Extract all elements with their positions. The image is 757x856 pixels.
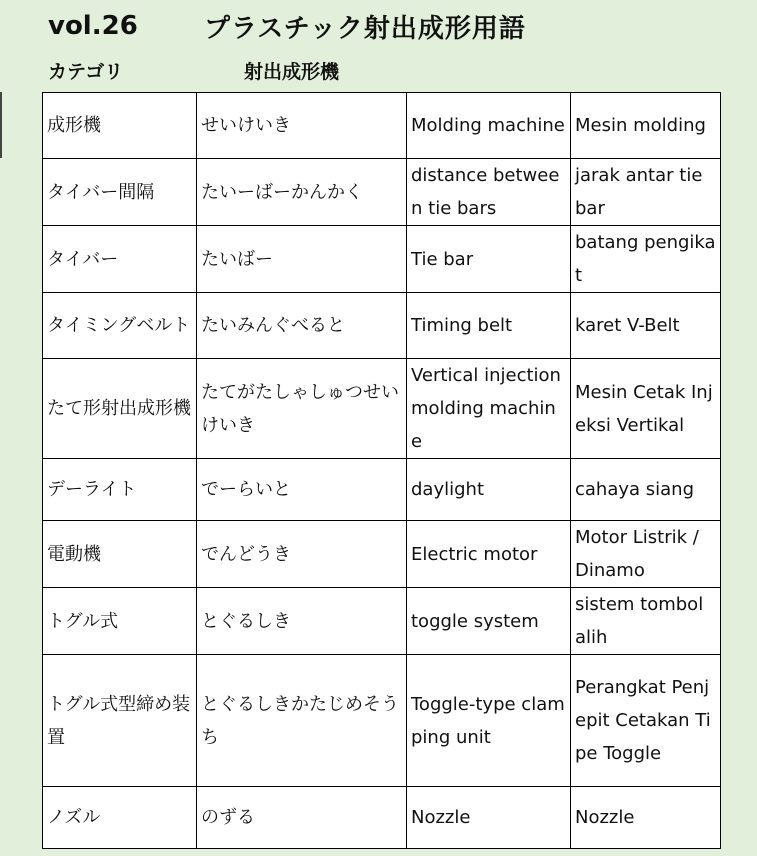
category-value: 射出成形機 [244,60,340,83]
term-reading[interactable]: せいけいき [197,93,407,159]
term-english[interactable]: Tie bar [407,226,571,293]
term-japanese[interactable]: タイミングベルト [43,293,197,359]
cell-selection-edge [0,92,2,158]
term-indonesian[interactable]: Mesin Cetak Injeksi Vertikal [571,359,721,459]
table-row [43,459,721,521]
term-english[interactable]: Toggle-type clamping unit [407,655,571,787]
term-english[interactable]: daylight [407,459,571,521]
term-indonesian[interactable]: Perangkat Penjepit Cetakan Tipe Toggle [571,655,721,787]
term-reading[interactable]: でーらいと [197,459,407,521]
term-indonesian[interactable]: karet V-Belt [571,293,721,359]
term-reading[interactable]: とぐるしき [197,588,407,655]
category-label: カテゴリ [48,60,124,83]
term-japanese[interactable]: トグル式型締め装置 [43,655,197,787]
category-row [48,56,339,84]
term-english[interactable]: toggle system [407,588,571,655]
term-indonesian[interactable]: batang pengikat [571,226,721,293]
term-reading[interactable]: たいーばーかんかく [197,159,407,226]
table-row [43,588,721,655]
table-row [43,655,721,787]
term-japanese[interactable]: 電動機 [43,521,197,588]
title-row [48,6,526,46]
term-reading[interactable]: とぐるしきかたじめそうち [197,655,407,787]
term-japanese[interactable]: デーライト [43,459,197,521]
term-english[interactable]: Timing belt [407,293,571,359]
table-row [43,521,721,588]
term-english[interactable]: Nozzle [407,787,571,849]
page-title: プラスチック射出成形用語 [204,13,526,44]
term-reading[interactable]: でんどうき [197,521,407,588]
table-row [43,226,721,293]
volume-number: vol.26 [48,11,138,41]
term-english[interactable]: distance between tie bars [407,159,571,226]
table-row [43,293,721,359]
term-japanese[interactable]: タイバー [43,226,197,293]
term-japanese[interactable]: 成形機 [43,93,197,159]
term-english[interactable]: Molding machine [407,93,571,159]
term-japanese[interactable]: ノズル [43,787,197,849]
term-english[interactable]: Vertical injection molding machine [407,359,571,459]
term-indonesian[interactable]: Motor Listrik / Dinamo [571,521,721,588]
table-row [43,93,721,159]
term-indonesian[interactable]: Nozzle [571,787,721,849]
term-reading[interactable]: たいばー [197,226,407,293]
term-indonesian[interactable]: sistem tombol alih [571,588,721,655]
term-indonesian[interactable]: jarak antar tie bar [571,159,721,226]
table-row [43,359,721,459]
term-english[interactable]: Electric motor [407,521,571,588]
term-reading[interactable]: たいみんぐべると [197,293,407,359]
table-row [43,787,721,849]
term-japanese[interactable]: たて形射出成形機 [43,359,197,459]
term-indonesian[interactable]: cahaya siang [571,459,721,521]
term-indonesian[interactable]: Mesin molding [571,93,721,159]
term-japanese[interactable]: トグル式 [43,588,197,655]
terms-table [42,92,721,849]
term-reading[interactable]: のずる [197,787,407,849]
term-japanese[interactable]: タイバー間隔 [43,159,197,226]
term-reading[interactable]: たてがたしゃしゅつせいけいき [197,359,407,459]
table-row [43,159,721,226]
